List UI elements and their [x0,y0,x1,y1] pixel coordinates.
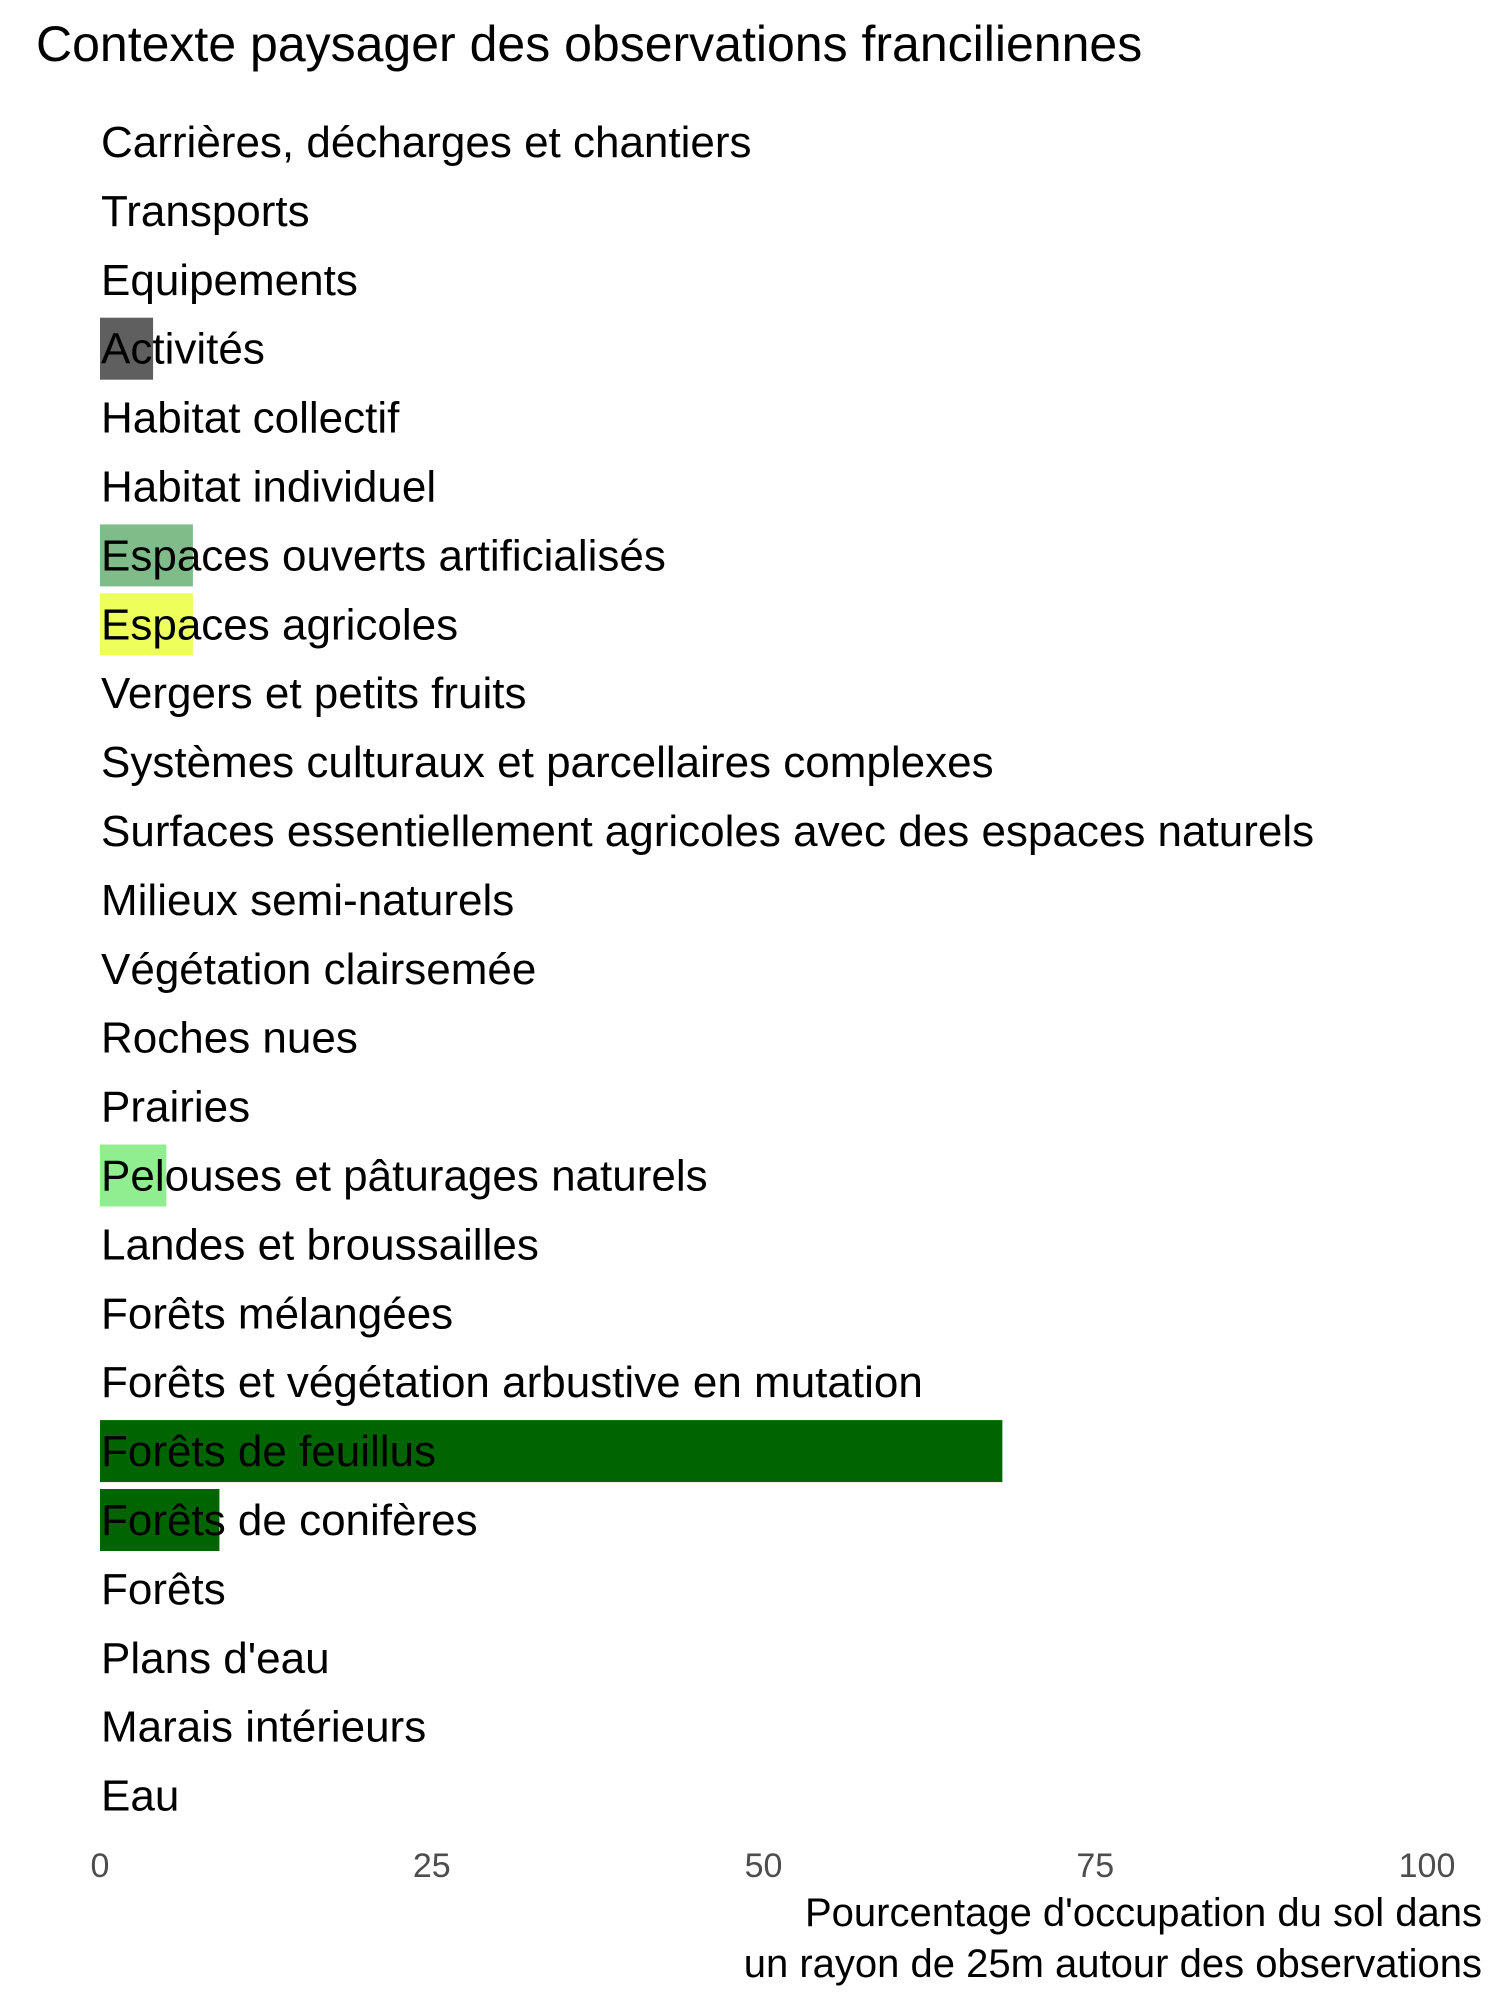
category-label: Prairies [101,1082,251,1132]
category-label: Surfaces essentiellement agricoles avec des espaces naturels [101,807,1315,856]
category-label: Systèmes culturaux et parcellaires complexes [101,738,994,788]
category-label: Forêts mélangées [101,1289,454,1339]
x-axis-title-line-2: un rayon de 25m autour des observations [743,1942,1482,1986]
x-tick-label: 0 [90,1847,110,1885]
category-label: Carrières, décharges et chantiers [101,118,752,167]
category-label: Végétation clairsemée [101,944,537,994]
category-label: Marais intérieurs [101,1702,427,1752]
category-label: Espaces ouverts artificialisés [101,531,666,581]
category-label: Plans d'eau [101,1633,330,1683]
category-label: Forêts de conifères [101,1496,478,1545]
category-label: Milieux semi-naturels [101,875,515,925]
category-label: Vergers et petits fruits [101,669,527,719]
x-tick-label: 50 [744,1847,783,1885]
category-label: Habitat collectif [101,393,400,443]
category-label: Forêts et végétation arbustive en mutation [101,1358,923,1408]
category-label: Landes et broussailles [101,1220,539,1270]
x-tick-label: 75 [1076,1847,1115,1885]
category-label: Roches nues [101,1013,358,1063]
category-label: Equipements [101,255,358,305]
x-axis-ticks-layer [91,1847,1456,1885]
category-label: Eau [101,1771,180,1821]
x-axis-title-line-1: Pourcentage d'occupation du sol dans [804,1891,1482,1935]
x-tick-label: 100 [1398,1847,1456,1885]
category-label: Activités [101,324,265,374]
x-tick-label: 25 [412,1847,451,1885]
category-label: Transports [101,186,310,236]
category-label: Espaces agricoles [101,600,459,650]
category-labels-layer [101,118,1314,1821]
category-label: Pelouses et pâturages naturels [101,1151,708,1201]
chart-title: Contexte paysager des observations franciliennes [36,16,1143,72]
category-label: Forêts [101,1564,226,1614]
category-label: Habitat individuel [101,462,437,512]
category-label: Forêts de feuillus [101,1427,437,1477]
x-axis-title [382,1888,1482,1990]
